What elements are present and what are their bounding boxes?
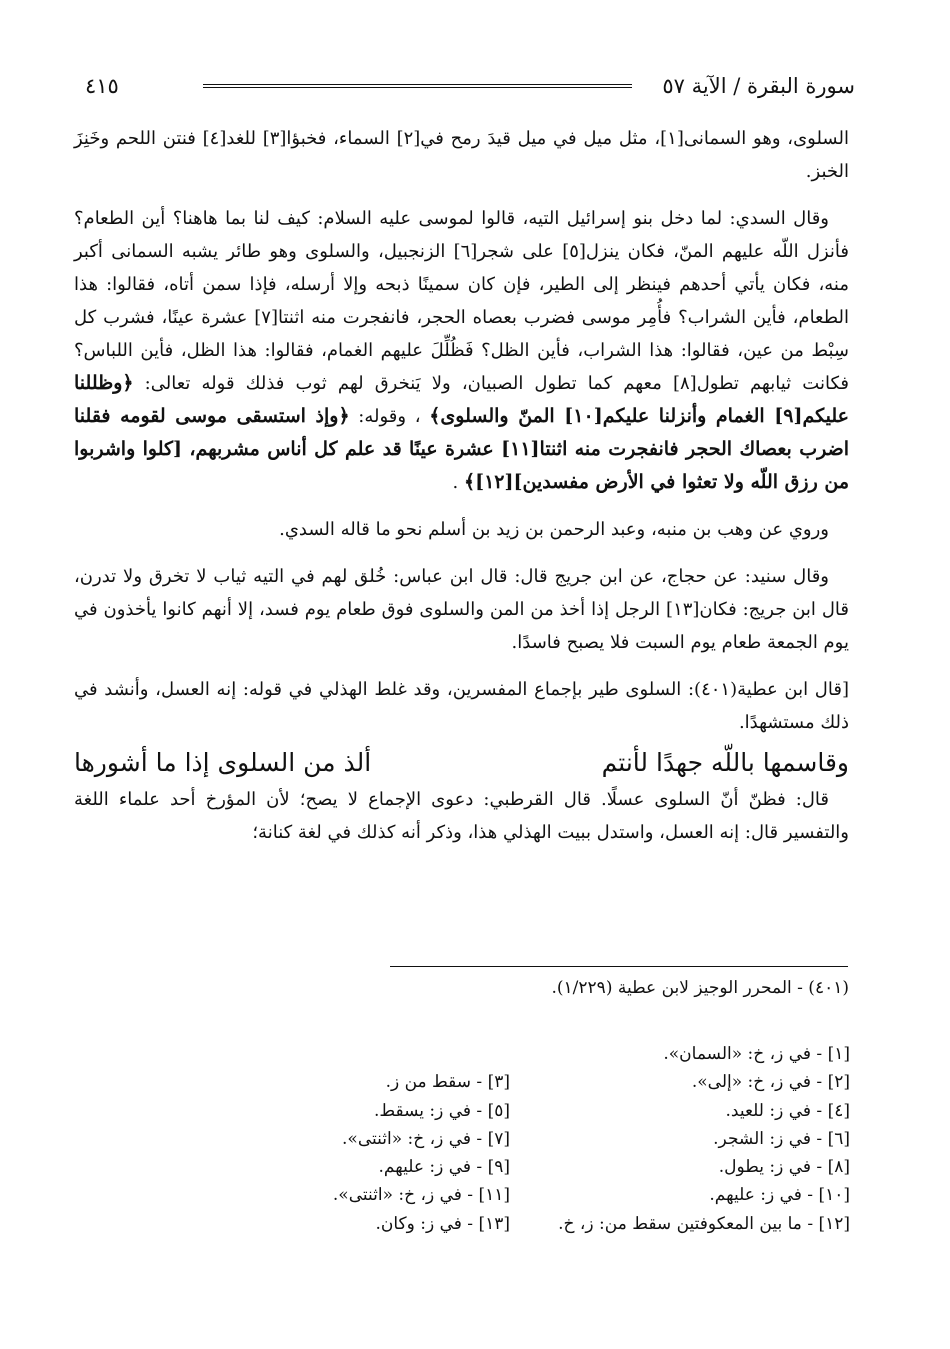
footnote-item: [٨] - في ز: يطول. [718, 1157, 850, 1178]
poetry-verse [74, 743, 849, 783]
paragraph-2-connector: ، وقوله: [358, 406, 421, 427]
footnote-main: (٤٠١) - المحرر الوجيز لابن عطية (١/٢٢٩). [551, 978, 849, 998]
footnote-item: [٥] - في ز: يسقط. [373, 1100, 510, 1121]
footnote-item: [١٠] - في ز: عليهم. [709, 1185, 850, 1206]
footnote-item: [٤] - في ز: للعيد. [725, 1100, 850, 1121]
paragraph-3: وروي عن وهب بن منبه، وعبد الرحمن بن زيد بن أسلم نحو ما قاله السدي. [279, 519, 829, 540]
footnote-row [200, 1068, 850, 1096]
footnote-item: [١٣] - في ز: وكان. [375, 1213, 510, 1234]
footnote-item: [٣] - سقط من ز. [385, 1072, 510, 1093]
footnote-divider [390, 966, 848, 968]
footnote-row [200, 1097, 850, 1125]
paragraph-5: [قال ابن عطية(٤٠١): السلوى طير بإجماع المفسرين، وقد غلط الهذلي في قوله: إنه العسل، وأنشد في ذلك مستشهدًا. [74, 679, 849, 733]
footnotes-list [200, 1040, 850, 1238]
footnote-item [200, 1040, 510, 1068]
footnote-item: [٩] - في ز: عليهم. [378, 1157, 510, 1178]
footnote-item: [١١] - في ز، خ: «اثنتى». [332, 1185, 510, 1206]
paragraph-6: قال: فظنّ أنّ السلوى عسلًا. قال القرطبي: دعوى الإجماع لا يصح؛ لأن المؤرخ أحد علماء اللغة والتفسير قال: إنه العسل، واستدل ببيت الهذلي هذا، وذكر أنه كذلك في لغة كنانة؛ [74, 789, 849, 843]
footnote-row [200, 1153, 850, 1181]
paragraph-4: وقال سنيد: عن حجاج، عن ابن جريج قال: قال ابن عباس: خُلق لهم في التيه ثياب لا تخرق ولا تدرن، قال ابن جريج: فكان[١٣] الرجل إذا أخذ من المن والسلوى فوق طعام يوم فسد، إلا أنهم كانوا يأخذون في يوم الجمعة طعام يوم السبت فلا يصبح فاسدًا. [74, 566, 849, 653]
footnote-item: [١٢] - ما بين المعكوفتين سقط من: ز، خ. [558, 1213, 850, 1234]
footnote-item: [٢] - في ز، خ: «إلى». [691, 1072, 850, 1093]
paragraph-2-end: . [452, 472, 459, 493]
page-header [85, 68, 855, 104]
paragraph-2-text: وقال السدي: لما دخل بنو إسرائيل التيه، قالوا لموسى عليه السلام: كيف لنا بما هاهنا؟ أين الطعام؟ فأنزل اللّه عليهم المنّ، فكان ينزل[٥] على شجر[٦] الزنجبيل، والسلوى وهو طائر يشبه السمانى أكبر منه، فكان يأتي أحدهم فينظر إلى الطير، فإن كان سمينًا ذبحه وإلا أرسله، فإذا سمن أتاه، فقالوا: هذا الطعام، فأين الشراب؟ فأُمِر موسى فضرب بعصاه الحجر، فانفجرت منه اثنتا[٧] عشرة عينًا، فشرب كل سِبْط من عين، فقالوا: هذا الشراب، فأين الظل؟ فَظُلِّلَ عليهم الغمام، فقالوا: هذا الظل، فأين اللباس؟ فكانت ثيابهم تطول[٨] معهم كما تطول الصبيان، ولا يَنخرق لهم ثوب فذلك قوله تعالى: [74, 208, 850, 394]
main-text [74, 122, 849, 863]
footnote-item: [٦] - في ز: الشجر. [713, 1128, 850, 1149]
verse-first-hemistich: وقاسمها باللّه جهدًا لأنتم [601, 748, 849, 777]
quran-verse-2: ﴿وإذ استسقى موسى لقومه فقلنا اضرب بعصاك الحجر فانفجرت منه اثنتا[١١] عشرة عينًا قد علم كل أناس مشربهم، [كلوا واشربوا من رزق اللّه ولا تعثوا في الأرض مفسدين][١٢]﴾ [74, 405, 849, 493]
quran-verse-1: ﴿وظللنا عليكم[٩] الغمام وأنزلنا عليكم[١٠] المنّ والسلوى﴾ [74, 372, 849, 427]
page-number: ٤١٥ [85, 74, 119, 98]
footnote-row [200, 1040, 850, 1068]
paragraph-1: السلوى، وهو السمانى[١]، مثل ميل في ميل قيدَ رمح في[٢] السماء، فخبؤا[٣] للغد[٤] فنتن اللحم وخَنِزَ الخبز. [74, 128, 849, 182]
footnote-row [200, 1125, 850, 1153]
footnote-row [200, 1181, 850, 1209]
footnote-item: [١] - في ز، خ: «السمان». [663, 1044, 850, 1064]
footnote-item: [٧] - في ز، خ: «اثنتى». [342, 1128, 510, 1149]
verse-second-hemistich: ألذ من السلوى إذا ما أشورها [74, 748, 372, 777]
surah-title: سورة البقرة / الآية ٥٧ [662, 74, 855, 98]
header-rule [203, 84, 632, 88]
footnote-row [200, 1210, 850, 1238]
paragraph-2 [74, 202, 849, 499]
